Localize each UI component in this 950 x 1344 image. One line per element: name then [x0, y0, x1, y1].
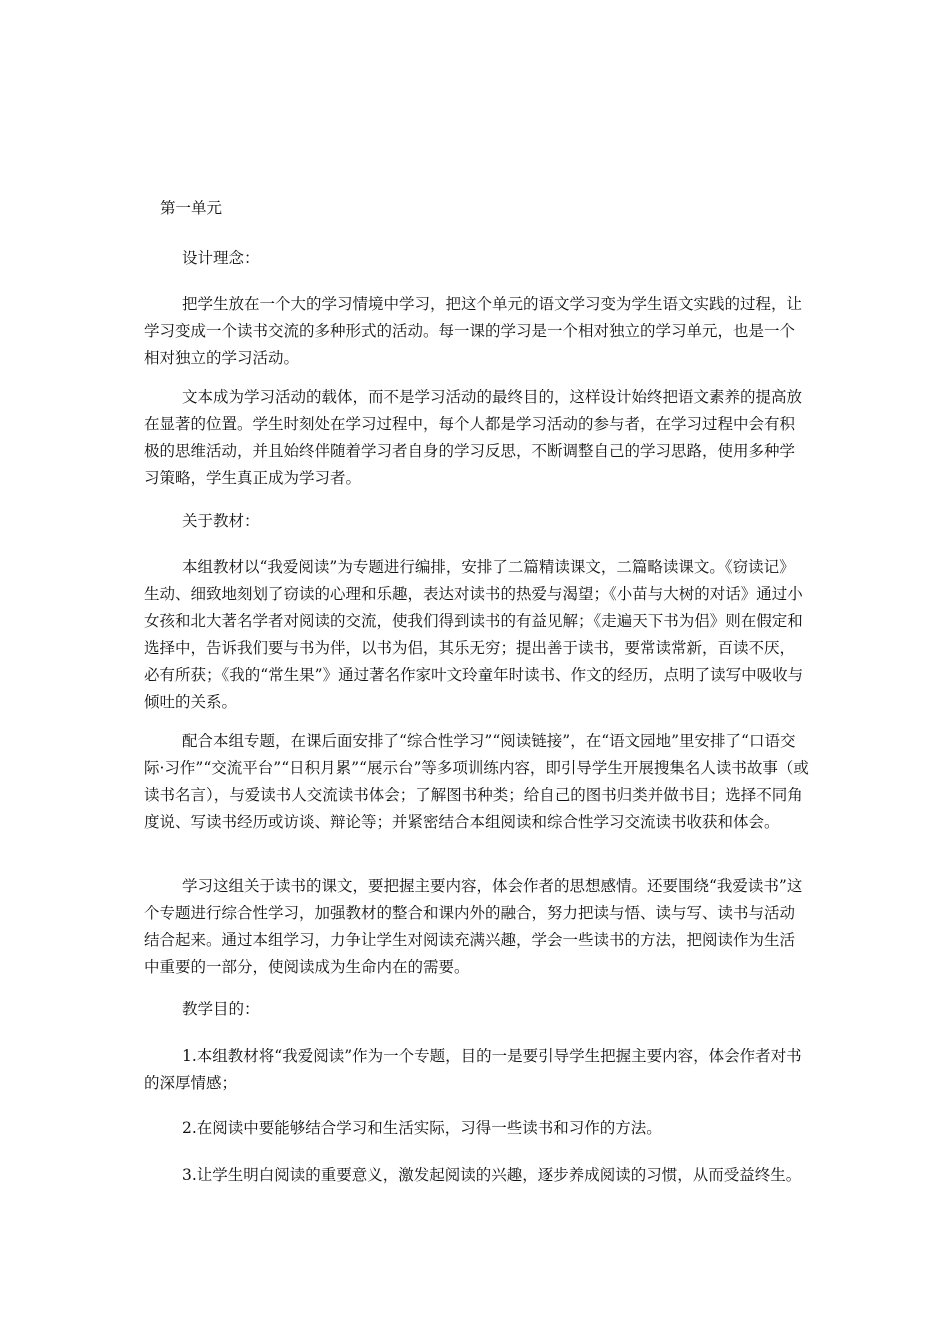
design-heading: 设计理念：	[182, 249, 260, 267]
goals-heading: 教学目的：	[182, 1000, 260, 1018]
goal-item-2: 2.在阅读中要能够结合学习和生活实际，习得一些读书和习作的方法。	[182, 1119, 662, 1137]
goal-item-3: 3.让学生明白阅读的重要意义，激发起阅读的兴趣，逐步养成阅读的习惯，从而受益终生。	[182, 1166, 802, 1184]
material-paragraph-2: 配合本组专题，在课后面安排了“综合性学习”“阅读链接”，在“语文园地”里安排了“口语交际·习作”“交流平台”“日积月累”“展示台”等多项训练内容，即引导学生开展搜集名人读书故事（或读书名言），与爱读书人交流读书体会；了解图书种类；给自己的图书归类并做书目；选择不同角度说、写读书经历或访谈、辩论等；并紧密结合本组阅读和综合性学习交流读书收获和体会。	[144, 732, 809, 831]
design-paragraph-1: 把学生放在一个大的学习情境中学习，把这个单元的语文学习变为学生语文实践的过程，让学习变成一个读书交流的多种形式的活动。每一课的学习是一个相对独立的学习单元，也是一个相对独立的学习活动。	[144, 295, 803, 367]
design-paragraph-2: 文本成为学习活动的载体，而不是学习活动的最终目的，这样设计始终把语文素养的提高放在显著的位置。学生时刻处在学习过程中，每个人都是学习活动的参与者，在学习过程中会有积极的思维活动，并且始终伴随着学习者自身的学习反思，不断调整自己的学习思路，使用多种学习策略，学生真正成为学习者。	[144, 388, 803, 487]
material-paragraph-3: 学习这组关于读书的课文，要把握主要内容，体会作者的思想感情。还要围绕“我爱读书”这个专题进行综合性学习，加强教材的整合和课内外的融合，努力把读与悟、读与写、读书与活动结合起来。通过本组学习，力争让学生对阅读充满兴趣，学会一些读书的方法，把阅读作为生活中重要的一部分，使阅读成为生命内在的需要。	[144, 877, 803, 976]
unit-title: 第一单元	[160, 199, 223, 217]
goal-item-1: 1.本组教材将“我爱阅读”作为一个专题，目的一是要引导学生把握主要内容，体会作者对书的深厚情感；	[144, 1047, 802, 1092]
material-heading: 关于教材：	[182, 512, 260, 530]
material-paragraph-1: 本组教材以“我爱阅读”为专题进行编排，安排了二篇精读课文，二篇略读课文。《窃读记》生动、细致地刻划了窃读的心理和乐趣，表达对读书的热爱与渴望；《小苗与大树的对话》通过小女孩和北大著名学者对阅读的交流，使我们得到读书的有益见解；《走遍天下书为侣》则在假定和选择中，告诉我们要与书为伴，以书为侣，其乐无穷；提出善于读书，要常读常新，百读不厌，必有所获；《我的“常生果”》通过著名作家叶文玲童年时读书、作文的经历，点明了读写中吸收与倾吐的关系。	[144, 558, 804, 711]
